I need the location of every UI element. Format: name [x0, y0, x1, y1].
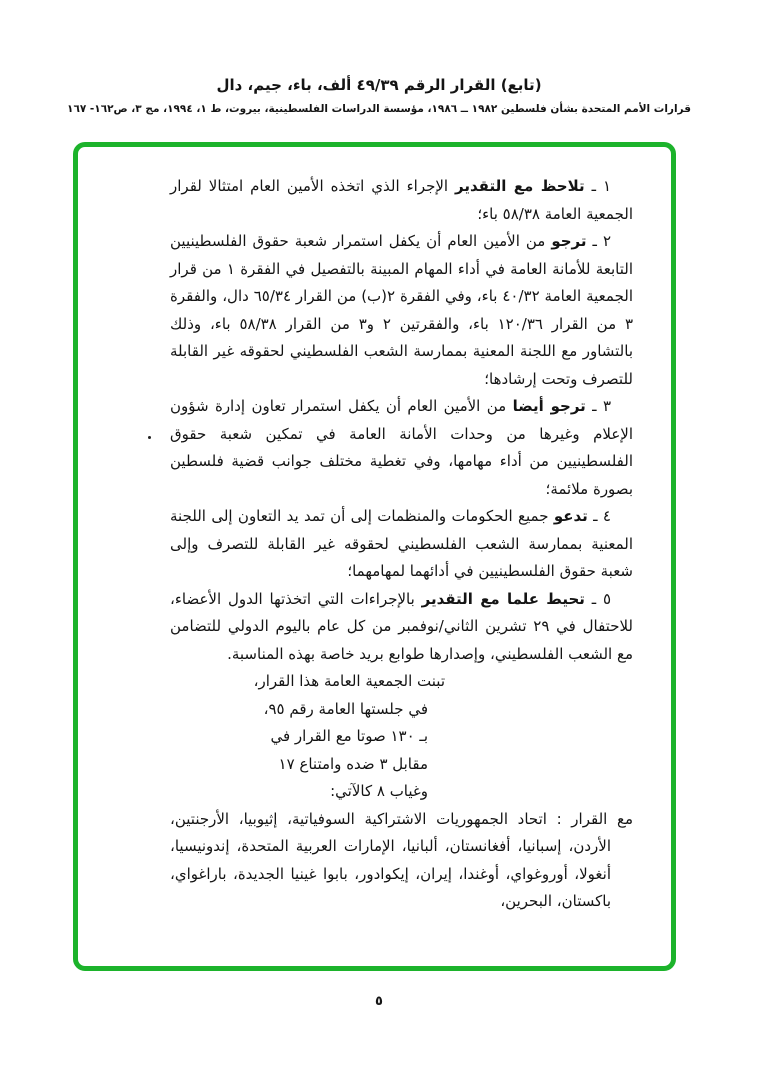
- vote-label: مع القرار :: [546, 809, 633, 828]
- paragraph-5-text: بالإجراءات التي اتخذتها الدول الأعضاء، للاحتفال في ٢٩ تشرين الثاني/نوفمبر من كل عام باليوم الدولي للتضامن مع الشعب الفلسطيني، وإصدارها طوابع بريد خاصة بهذه المناسبة.: [170, 589, 633, 663]
- adoption-statement: [170, 668, 633, 806]
- ink-speck: [148, 436, 151, 439]
- vote-in-favour-list: [170, 806, 633, 916]
- paragraph-1-number: ١ ـ: [584, 177, 611, 195]
- paragraph-5-lead: تحيط علما مع التقدير: [421, 589, 585, 608]
- paragraph-5-number: ٥ ـ: [584, 589, 612, 608]
- paragraph-1: [170, 173, 633, 228]
- source-citation: قرارات الأمم المتحدة بشأن فلسطين ١٩٨٢ ــ ١٩٨٦، مؤسسة الدراسات الفلسطينية، بيروت، ط ١، ١٩٩٤، مج ٣، ص١٦٢- ١٦٧: [67, 103, 691, 115]
- page-number: ٥: [375, 994, 383, 1009]
- paragraph-4-lead: تدعو: [553, 507, 588, 525]
- paragraph-3-number: ٣ ـ: [585, 397, 612, 415]
- paragraph-3-text: من الأمين العام أن يكفل استمرار تعاون إدارة شؤون الإعلام وغيرها من وحدات الأمانة العامة في تمكين شعبة حقوق الفلسطينيين من أداء مهامها، وفي تغطية مختلف جوانب قضية فلسطين بصورة ملائمة؛: [170, 397, 633, 498]
- paragraph-4-number: ٤ ـ: [587, 507, 611, 525]
- paragraph-1-lead: تلاحظ مع التقدير: [455, 177, 585, 195]
- resolution-border-box: [73, 142, 676, 971]
- paragraph-2: [170, 228, 633, 393]
- adoption-line: تبنت الجمعية العامة هذا القرار،: [253, 672, 445, 690]
- paragraph-1-text: الإجراء الذي اتخذه الأمين العام امتثالا لقرار الجمعية العامة ٥٨/٣٨ باء؛: [170, 177, 633, 223]
- paragraph-2-number: ٢ ـ: [586, 232, 611, 250]
- resolution-body: [78, 147, 671, 916]
- adoption-line: مقابل ٣ ضده وامتناع ١٧: [278, 754, 428, 773]
- paragraph-3-lead: ترجو أيضا: [512, 397, 586, 415]
- adoption-line: في جلستها العامة رقم ٩٥،: [263, 699, 428, 718]
- paragraph-2-lead: ترجو: [551, 232, 587, 250]
- paragraph-2-text: من الأمين العام أن يكفل استمرار شعبة حقوق الفلسطينيين التابعة للأمانة العامة في أداء المهام المبينة بالتفصيل في الفقرة ١ من قرار الجمعية العامة ٤٠/٣٢ باء، وفي الفقرة ٢(ب) من القرار ٦٥/٣٤ دال، والفقرة ٣ من القرار ١٢٠/٣٦ باء، والفقرتين ٢ و٣ من القرار ٥٨/٣٨ باء، وذلك بالتشاور مع اللجنة المعنية بممارسة الشعب الفلسطيني لحقوقه غير القابلة للتصرف وتحت إرشادها؛: [170, 232, 634, 388]
- paragraph-4-text: جميع الحكومات والمنظمات إلى أن تمد يد التعاون إلى اللجنة المعنية بممارسة الشعب الفلسطيني لحقوقه غير القابلة للتصرف وإلى شعبة حقوق الفلسطينيين في أدائهما لمهامهما؛: [170, 507, 633, 580]
- adoption-line: وغياب ٨ كالآتي:: [330, 782, 428, 800]
- paragraph-3: [170, 393, 633, 503]
- document-header: [0, 0, 758, 115]
- paragraph-4: [170, 503, 633, 586]
- adoption-line: بـ ١٣٠ صوتا مع القرار في: [270, 727, 428, 745]
- vote-countries: اتحاد الجمهوريات الاشتراكية السوفياتية، إثيوبيا، الأرجنتين، الأردن، إسبانيا، أفغانستان، ألبانيا، الإمارات العربية المتحدة، إندونيسيا، أنغولا، أوروغواي، أوغندا، إيران، إيكوادور، بابوا غينيا الجديدة، باراغواي، باكستان، البحرين،: [170, 809, 611, 910]
- paragraph-5: [170, 586, 633, 669]
- resolution-title: (تابع) القرار الرقم ٤٩/٣٩ ألف، باء، جيم، دال: [216, 76, 542, 94]
